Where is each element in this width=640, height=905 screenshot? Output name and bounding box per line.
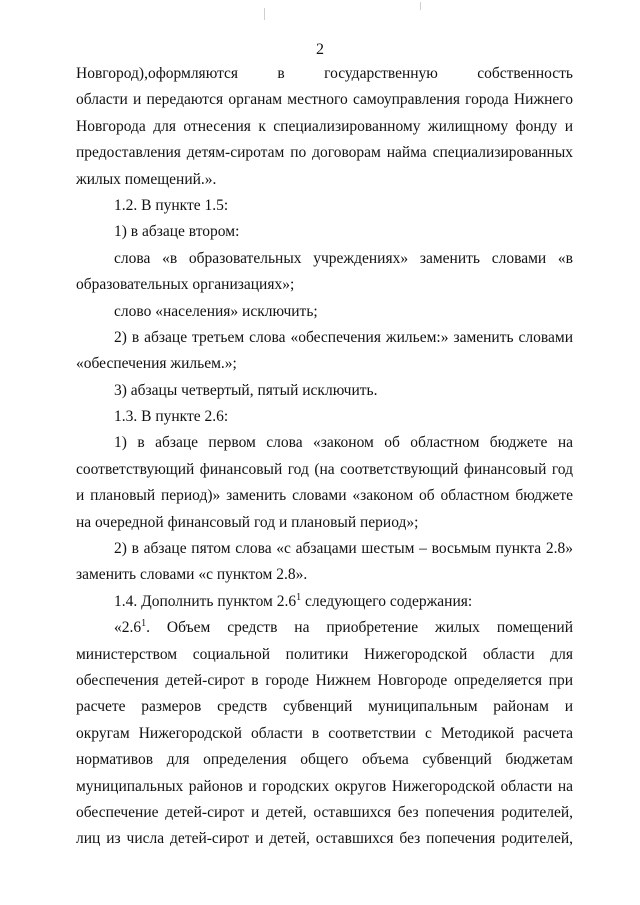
text-line: нормативов для определения общего объема субвенций бюджетам [76, 751, 573, 769]
text-line: лиц из числа детей-сирот и детей, оставшихся без попечения родителей, [76, 830, 573, 848]
scan-artifact-line [420, 2, 421, 10]
superscript: 1 [296, 591, 302, 603]
scan-artifact-line [264, 8, 265, 20]
text-line: области и передаются органам местного самоуправления города Нижнего [76, 91, 573, 109]
text-line: 1.2. В пункте 1.5: [114, 196, 229, 214]
text-line: обеспечение детей-сирот и детей, оставшихся без попечения родителей, [76, 803, 573, 821]
text-fragment: 1.4. Дополнить пунктом 2.6 [114, 592, 297, 610]
page-number: 2 [316, 41, 324, 58]
text-line: жилых помещений.». [76, 170, 217, 188]
text-line: 3) абзацы четвертый, пятый исключить. [114, 381, 378, 399]
text-line: «обеспечения жильем.»; [76, 355, 237, 373]
text-line: 1) в абзаце втором: [114, 223, 240, 241]
text-line: предоставления детям-сиротам по договорам найма специализированных [76, 144, 573, 162]
text-fragment: следующего содержания: [301, 592, 473, 610]
text-line: расчете размеров средств субвенций муниципальным районам и [76, 698, 573, 716]
text-line: 2) в абзаце третьем слова «обеспечения жильем:» заменить словами [114, 328, 573, 346]
text-line: 2) в абзаце пятом слова «с абзацами шестым – восьмым пункта 2.8» [114, 540, 573, 558]
text-line: и плановый период)» заменить словами «законом об областном бюджете [76, 487, 573, 505]
superscript: 1 [141, 618, 147, 630]
text-fragment: «2.6 [114, 619, 142, 637]
text-line: соответствующий финансовый год (на соответствующий финансовый год [76, 460, 573, 478]
text-line: обеспечения детей-сирот в городе Нижнем Новгороде определяется при [76, 671, 573, 689]
text-line: на очередной финансовый год и плановый период»; [76, 513, 419, 531]
text-line: Новгород),оформляются в государственную собственность [76, 65, 573, 82]
text-line: муниципальных районов и городских округов Нижегородской области на [76, 777, 573, 795]
text-line: образовательных организациях»; [76, 276, 295, 294]
text-line: министерством социальной политики Нижегородской области для [76, 645, 573, 663]
text-line: округам Нижегородской области в соответствии с Методикой расчета [76, 724, 573, 742]
text-line: 1.3. В пункте 2.6: [114, 408, 229, 426]
document-body [76, 61, 573, 853]
text-line [76, 589, 573, 615]
text-line: слово «населения» исключить; [114, 302, 318, 320]
text-line [76, 615, 573, 641]
text-line: Новгорода для отнесения к специализированному жилищному фонду и [76, 117, 573, 135]
text-line: слова «в образовательных учреждениях» заменить словами «в [114, 249, 573, 267]
text-fragment: . Объем средств на приобретение жилых помещений [146, 619, 573, 637]
text-line: заменить словами «с пунктом 2.8». [76, 566, 308, 584]
text-line: 1) в абзаце первом слова «законом об областном бюджете на [114, 434, 573, 452]
